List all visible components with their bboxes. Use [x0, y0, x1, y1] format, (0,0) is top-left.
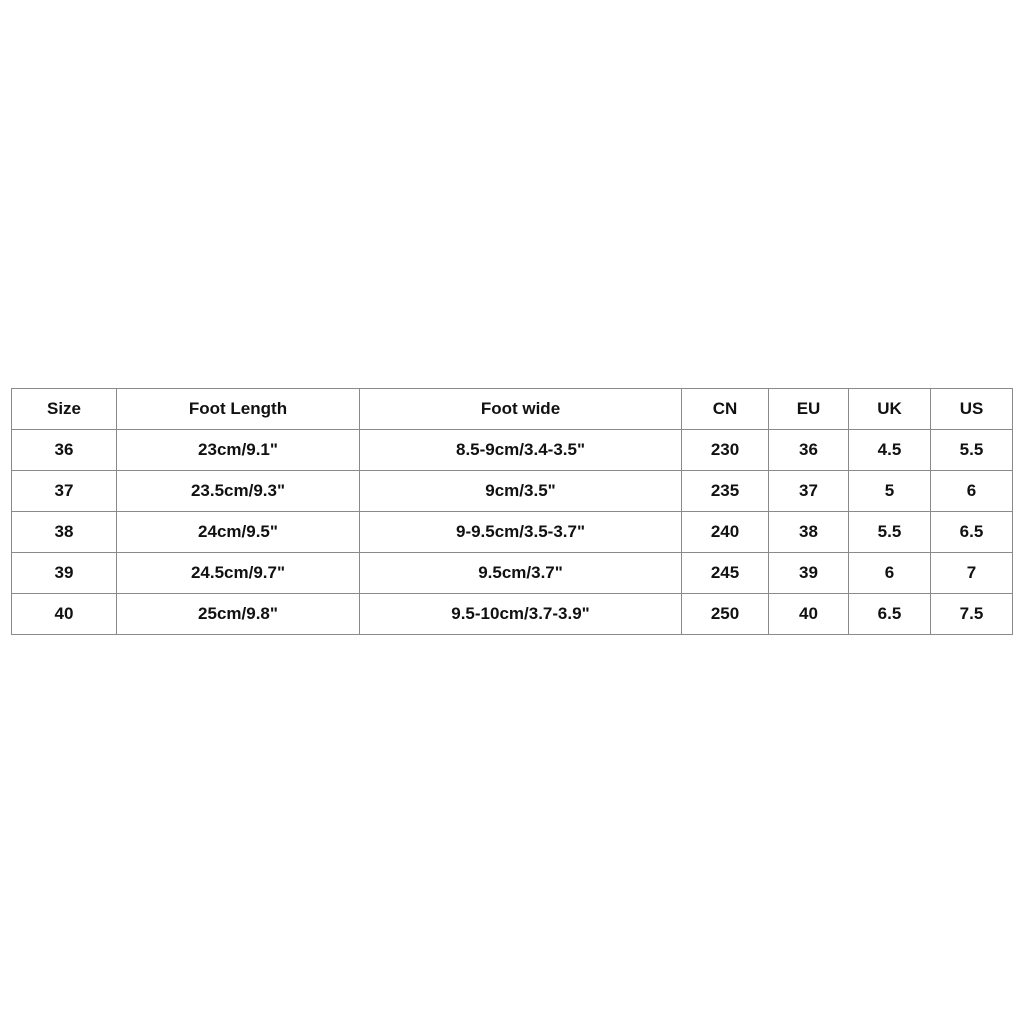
- cell-cn: 240: [682, 512, 769, 553]
- cell-foot-wide: 9.5-10cm/3.7-3.9": [360, 594, 682, 635]
- table-row: [12, 471, 1013, 512]
- cell-us: 7.5: [931, 594, 1013, 635]
- cell-eu: 38: [769, 512, 849, 553]
- cell-size: 37: [12, 471, 117, 512]
- table-row: [12, 594, 1013, 635]
- cell-cn: 245: [682, 553, 769, 594]
- cell-cn: 230: [682, 430, 769, 471]
- cell-us: 7: [931, 553, 1013, 594]
- cell-eu: 40: [769, 594, 849, 635]
- size-chart-table: [11, 388, 1013, 635]
- cell-us: 5.5: [931, 430, 1013, 471]
- cell-cn: 235: [682, 471, 769, 512]
- header-us: US: [931, 389, 1013, 430]
- header-eu: EU: [769, 389, 849, 430]
- cell-foot-length: 25cm/9.8": [117, 594, 360, 635]
- cell-size: 36: [12, 430, 117, 471]
- table-row: [12, 553, 1013, 594]
- cell-eu: 39: [769, 553, 849, 594]
- cell-us: 6: [931, 471, 1013, 512]
- cell-foot-wide: 9cm/3.5": [360, 471, 682, 512]
- cell-foot-length: 23.5cm/9.3": [117, 471, 360, 512]
- cell-foot-wide: 9.5cm/3.7": [360, 553, 682, 594]
- cell-uk: 4.5: [849, 430, 931, 471]
- cell-uk: 6: [849, 553, 931, 594]
- cell-foot-length: 24cm/9.5": [117, 512, 360, 553]
- header-cn: CN: [682, 389, 769, 430]
- table-row: [12, 430, 1013, 471]
- cell-uk: 5.5: [849, 512, 931, 553]
- header-foot-length: Foot Length: [117, 389, 360, 430]
- cell-size: 38: [12, 512, 117, 553]
- header-row: [12, 389, 1013, 430]
- header-uk: UK: [849, 389, 931, 430]
- cell-eu: 36: [769, 430, 849, 471]
- cell-uk: 5: [849, 471, 931, 512]
- cell-uk: 6.5: [849, 594, 931, 635]
- cell-foot-length: 24.5cm/9.7": [117, 553, 360, 594]
- cell-foot-wide: 9-9.5cm/3.5-3.7": [360, 512, 682, 553]
- table-row: [12, 512, 1013, 553]
- header-foot-wide: Foot wide: [360, 389, 682, 430]
- cell-cn: 250: [682, 594, 769, 635]
- cell-size: 40: [12, 594, 117, 635]
- cell-foot-length: 23cm/9.1": [117, 430, 360, 471]
- cell-size: 39: [12, 553, 117, 594]
- cell-us: 6.5: [931, 512, 1013, 553]
- header-size: Size: [12, 389, 117, 430]
- cell-foot-wide: 8.5-9cm/3.4-3.5": [360, 430, 682, 471]
- cell-eu: 37: [769, 471, 849, 512]
